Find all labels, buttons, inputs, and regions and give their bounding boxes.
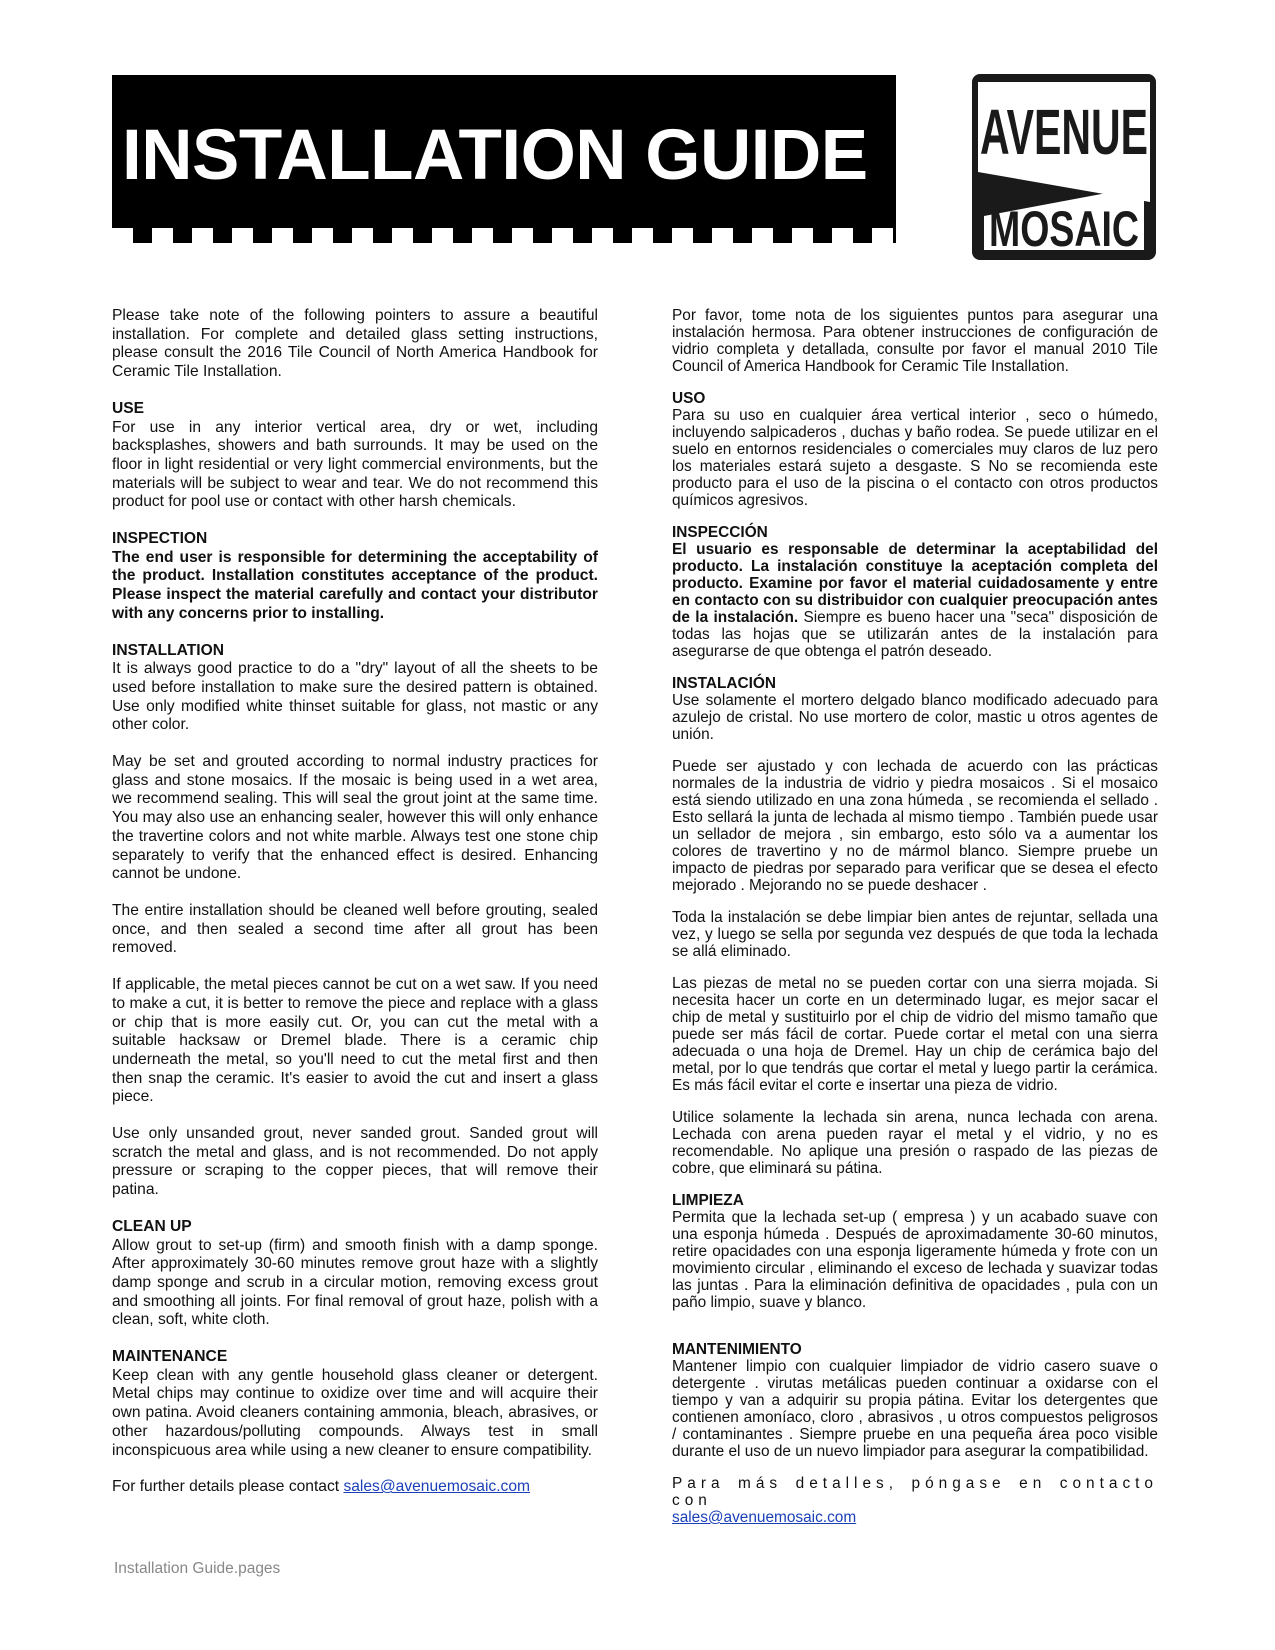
spanish-column bbox=[672, 307, 1158, 1526]
inspection-normal-es: Siempre es bueno hacer una "seca" disposición de todas las hojas que se utilizarán antes de la instalación para asegurarse de que obtenga el patrón deseado. bbox=[672, 609, 1158, 660]
contact-text: For further details please contact bbox=[112, 1478, 344, 1496]
maintenance-paragraph-es: Mantener limpio con cualquier limpiador de vidrio casero suave o detergente . virutas metálicas pueden continuar a oxidarse con el tiempo y van a adquirir su propia pátina. Evitar los detergentes que contienen amoníaco, cloro , abrasivos , u otros compuestos peligrosos / contaminantes . Siempre pruebe en una pequeña área poco visible durante el uso de un nuevo limpiador para asegurar la compatibilidad. bbox=[672, 1358, 1158, 1460]
installation-heading: INSTALLATION bbox=[112, 641, 225, 659]
contact-text-es: Para más detalles, póngase en contacto con bbox=[672, 1475, 1158, 1509]
inspection-paragraph: The end user is responsible for determining the acceptability of the product. Installation constitutes acceptance of the product. Please inspect the material carefully and contact your distributor with any concerns prior to installing. bbox=[112, 548, 598, 622]
installation-paragraph-3: The entire installation should be cleaned well before grouting, sealed once, and then sealed a second time after all grout has been removed. bbox=[112, 901, 598, 957]
page-title: INSTALLATION GUIDE bbox=[122, 116, 868, 195]
maintenance-paragraph: Keep clean with any gentle household glass cleaner or detergent. Metal chips may continue to oxidize over time and will acquire their own patina. Avoid cleaners containing ammonia, bleach, abrasives, or other hazardous/polluting compounds. Always test in small inconspicuous area while using a new cleaner to ensure compatibility. bbox=[112, 1366, 598, 1459]
use-paragraph-es: Para su uso en cualquier área vertical interior , seco o húmedo, incluyendo salpicaderos , duchas y baño rodea. Se puede utilizar en el suelo en entornos residenciales o comerciales muy claros de luz pero los materiales estará sujeto a desgaste. S No se recomienda este producto para el uso de la piscina o el contacto con otros productos químicos agresivos. bbox=[672, 407, 1158, 509]
footer-filename: Installation Guide.pages bbox=[114, 1560, 281, 1577]
inspection-heading-es: INSPECCIÓN bbox=[672, 524, 768, 541]
use-heading: USE bbox=[112, 399, 145, 417]
banner-checker-border bbox=[112, 228, 896, 243]
installation-paragraph-5-es: Utilice solamente la lechada sin arena, nunca lechada con arena. Lechada con arena pueden rayar el metal y el vidrio, y no es recomendable. No aplique una presión o raspado de las piezas de cobre, que eliminará su pátina. bbox=[672, 1109, 1158, 1177]
installation-paragraph-2-es: Puede ser ajustado y con lechada de acuerdo con las prácticas normales de la industria de vidrio y piedra mosaicos . Si el mosaico está siendo utilizado en una zona húmeda , se recomienda el sellado . Esto sellará la junta de lechada al mismo tiempo . También puede usar un sellador de mejora , sin embargo, esto sólo va a aumentar los colores de travertino y no de mármol blanco. Siempre pruebe un impacto de piedras por separado para verificar que se desea el efecto mejorado . Mejorando no se puede deshacer . bbox=[672, 758, 1158, 894]
inspection-heading: INSPECTION bbox=[112, 530, 208, 548]
logo-text-mosaic: MOSAIC bbox=[989, 201, 1139, 257]
intro-paragraph-es: Por favor, tome nota de los siguientes puntos para asegurar una instalación hermosa. Para obtener instrucciones de configuración de vidrio completa y detallada, consulte por favor el manual 2010 Tile Council of America Handbook for Ceramic Tile Installation. bbox=[672, 307, 1158, 375]
contact-line bbox=[112, 1478, 598, 1497]
avenue-mosaic-logo bbox=[972, 74, 1156, 260]
cleanup-heading: CLEAN UP bbox=[112, 1217, 192, 1235]
cleanup-paragraph: Allow grout to set-up (firm) and smooth finish with a damp sponge. After approximately 30-60 minutes remove grout haze with a slightly damp sponge and scrub in a circular motion, removing excess grout and smoothing all joints. For final removal of grout haze, polish with a clean, soft, white cloth. bbox=[112, 1236, 598, 1329]
title-banner bbox=[112, 75, 896, 243]
contact-email-link-es[interactable]: sales@avenuemosaic.com bbox=[672, 1509, 857, 1526]
maintenance-heading: MAINTENANCE bbox=[112, 1348, 228, 1366]
installation-paragraph-4-es: Las piezas de metal no se pueden cortar con una sierra mojada. Si necesita hacer un corte en un determinado lugar, es mejor sacar el chip de metal y sustituirlo por el chip de vidrio del mismo tamaño que puede ser más fácil de cortar. Puede cortar el metal con una sierra adecuada o una hoja de Dremel. Hay un chip de cerámica bajo del metal, por lo que tendrás que cortar el metal y luego partir la cerámica. Es más fácil evitar el corte e insertar una pieza de vidrio. bbox=[672, 975, 1158, 1094]
maintenance-heading-es: MANTENIMIENTO bbox=[672, 1341, 802, 1358]
use-heading-es: USO bbox=[672, 390, 706, 407]
contact-line-es bbox=[672, 1475, 1158, 1526]
installation-paragraph-3-es: Toda la instalación se debe limpiar bien antes de rejuntar, sellada una vez, y luego se sella por segunda vez después de que toda la lechada se allá eliminado. bbox=[672, 909, 1158, 960]
use-paragraph: For use in any interior vertical area, dry or wet, including backsplashes, showers and bath surrounds. It may be used on the floor in light residential or very light commercial environments, but the materials will be subject to wear and tear. We do not recommend this product for pool use or contact with other harsh chemicals. bbox=[112, 418, 598, 511]
installation-heading-es: INSTALACIÓN bbox=[672, 675, 777, 692]
intro-paragraph: Please take note of the following pointers to assure a beautiful installation. For complete and detailed glass setting instructions, please consult the 2016 Tile Council of North America Handbook for Ceramic Tile Installation. bbox=[112, 307, 598, 381]
inspection-paragraph-es bbox=[672, 541, 1158, 660]
logo-text-avenue: AVENUE bbox=[980, 96, 1148, 168]
installation-paragraph-1-es: Use solamente el mortero delgado blanco modificado adecuado para azulejo de cristal. No use mortero de color, mastic u otros agentes de unión. bbox=[672, 692, 1158, 743]
contact-email-link[interactable]: sales@avenuemosaic.com bbox=[343, 1478, 531, 1496]
installation-paragraph-2: May be set and grouted according to normal industry practices for glass and stone mosaics. If the mosaic is being used in a wet area, we recommend sealing. This will seal the grout joint at the same time. You may also use an enhancing sealer, however this will only enhance the travertine colors and not white marble. Always test one stone chip separately to verify that the enhanced effect is desired. Enhancing cannot be undone. bbox=[112, 753, 598, 883]
installation-paragraph-5: Use only unsanded grout, never sanded grout. Sanded grout will scratch the metal and glass, and is not recommended. Do not apply pressure or scraping to the copper pieces, that will remove their patina. bbox=[112, 1125, 598, 1199]
english-column bbox=[112, 307, 598, 1515]
installation-paragraph-1: It is always good practice to do a "dry" layout of all the sheets to be used before installation to make sure the desired pattern is obtained. Use only modified white thinset suitable for glass, not mastic or any other color. bbox=[112, 660, 598, 734]
installation-paragraph-4: If applicable, the metal pieces cannot be cut on a wet saw. If you need to make a cut, it is better to remove the piece and replace with a glass or chip that is more easily cut. Or, you can cut the metal with a suitable hacksaw or Dremel blade. There is a ceramic chip underneath the metal, so you'll need to cut the metal first and then then snap the ceramic. It's easier to avoid the cut and insert a glass piece. bbox=[112, 976, 598, 1106]
cleanup-paragraph-es: Permita que la lechada set-up ( empresa ) y un acabado suave con una esponja húmeda . Después de aproximadamente 30-60 minutos, retire opacidades con una esponja ligeramente húmeda y frote con un movimiento circular , eliminando el exceso de lechada y suavizar todas las juntas . Para la eliminación definitiva de opacidades , pula con un paño limpio, suave y blanco. bbox=[672, 1209, 1158, 1311]
inspection-bold-es: El usuario es responsable de determinar la aceptabilidad del producto. La instalación constituye la aceptación completa del producto. Examine por favor el material cuidadosamente y entre en contacto con su distribuidor con cualquier preocupación antes de la instalación. bbox=[672, 541, 1158, 626]
cleanup-heading-es: LIMPIEZA bbox=[672, 1192, 744, 1209]
